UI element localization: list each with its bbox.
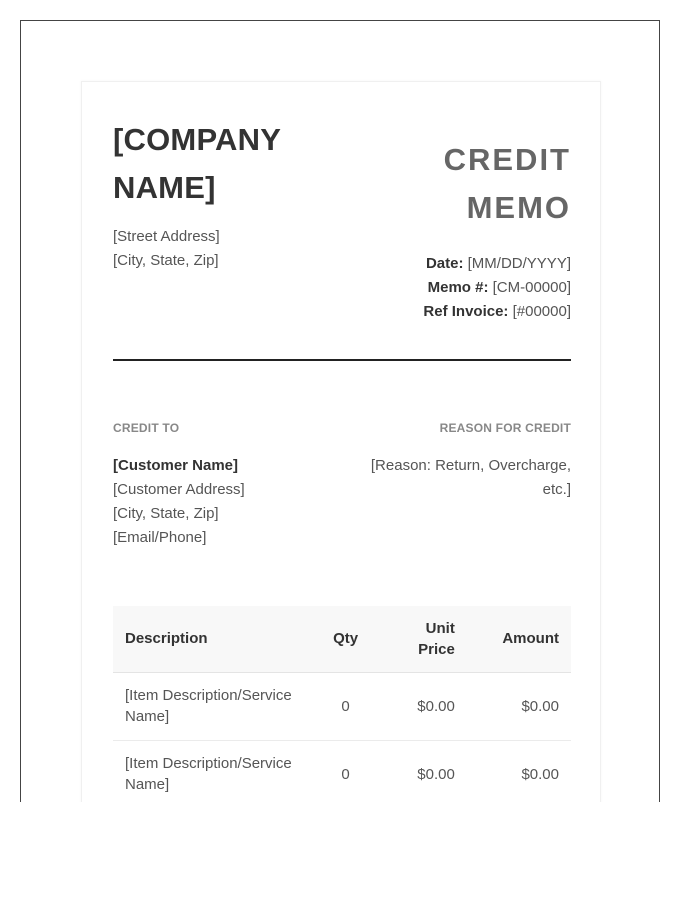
row-description: [Item Description/Service Name] — [113, 740, 312, 802]
document-frame — [20, 20, 660, 802]
customer-block — [113, 454, 245, 550]
row-qty: 0 — [312, 672, 379, 740]
row-qty: 0 — [312, 740, 379, 802]
customer-address: [Customer Address] — [113, 481, 245, 498]
row-amount: $0.00 — [467, 672, 571, 740]
company-city: [City, State, Zip] — [113, 252, 219, 269]
header-unit-price: Unit Price — [418, 619, 455, 658]
reason-label: REASON FOR CREDIT — [439, 421, 571, 435]
document-title: CREDIT MEMO — [443, 142, 571, 225]
header-amount: Amount — [502, 630, 559, 648]
row-unit-price: $0.00 — [379, 672, 467, 740]
line-items-table — [113, 606, 571, 802]
date-line — [423, 252, 571, 276]
company-name: [COMPANY NAME] — [113, 122, 281, 205]
memo-number-value: [CM-00000] — [492, 279, 571, 296]
ref-invoice-label: Ref Invoice: — [423, 303, 509, 320]
header-qty: Qty — [333, 630, 359, 648]
company-address — [113, 225, 220, 273]
table-row — [113, 740, 571, 802]
header-description: Description — [125, 630, 208, 648]
header-divider — [113, 359, 571, 361]
table-header-row — [113, 606, 571, 672]
reason-text: [Reason: Return, Overcharge, etc.] — [370, 457, 571, 498]
row-amount: $0.00 — [467, 740, 571, 802]
table-row — [113, 672, 571, 740]
date-label: Date: — [425, 255, 464, 272]
credit-memo-page — [81, 81, 601, 802]
credit-to-label: CREDIT TO — [113, 421, 180, 435]
row-unit-price: $0.00 — [379, 740, 467, 802]
memo-number-line — [423, 276, 571, 300]
company-street: [Street Address] — [113, 228, 220, 245]
memo-number-label: Memo #: — [427, 279, 489, 296]
customer-contact: [Email/Phone] — [113, 529, 207, 546]
row-description: [Item Description/Service Name] — [113, 672, 312, 740]
date-value: [MM/DD/YYYY] — [467, 255, 571, 272]
ref-invoice-value: [#00000] — [512, 303, 571, 320]
memo-meta — [423, 252, 571, 324]
ref-invoice-line — [423, 300, 571, 324]
customer-name: [Customer Name] — [113, 457, 239, 474]
customer-city: [City, State, Zip] — [113, 505, 219, 522]
